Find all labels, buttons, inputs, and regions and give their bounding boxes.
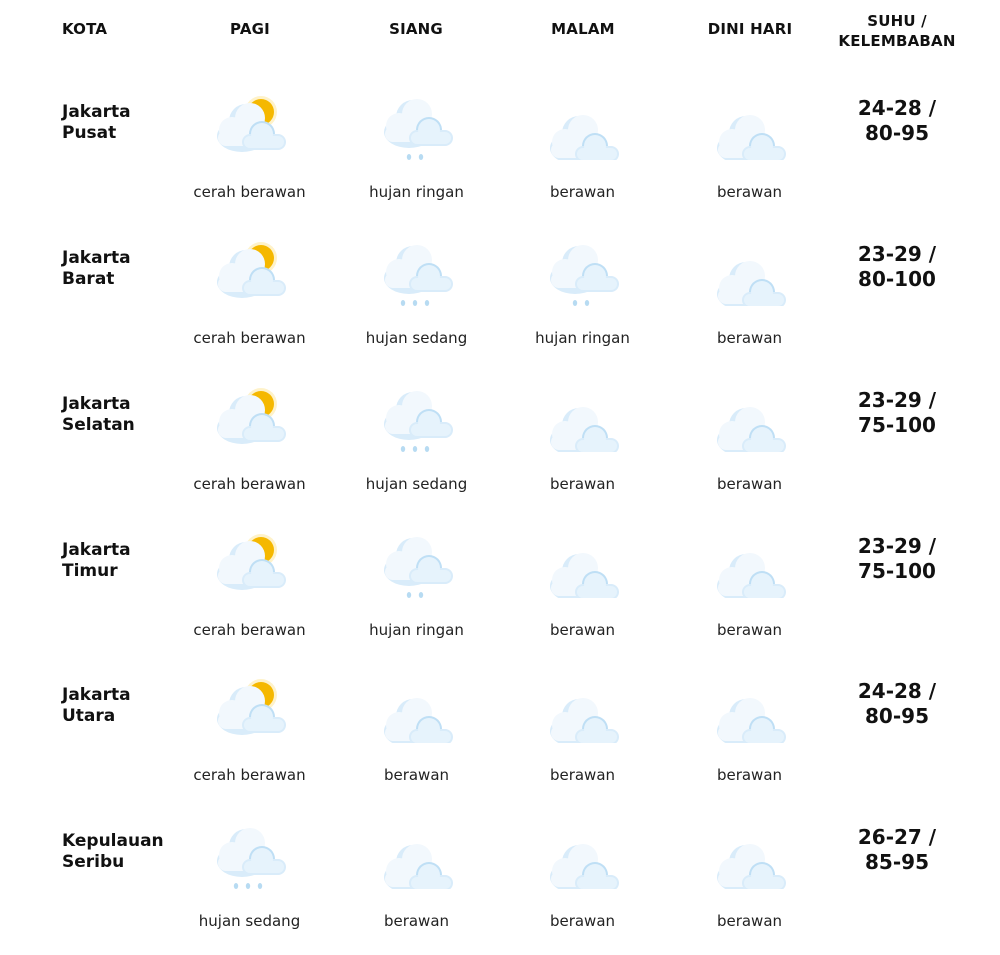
table-row — [0, 372, 1000, 518]
cloud-rain-light-icon — [373, 528, 459, 598]
header-siang: SIANG — [389, 20, 443, 38]
city-name-line2: Seribu — [62, 852, 125, 872]
forecast-cell-pagi — [166, 663, 333, 809]
forecast-cell-dini-hari — [666, 372, 833, 518]
forecast-cell-malam — [499, 80, 666, 226]
city-name-line2: Barat — [62, 269, 115, 289]
condition-label: berawan — [549, 912, 616, 930]
cloud-icon — [706, 528, 792, 598]
cloud-icon — [539, 382, 625, 452]
cloud-icon — [706, 819, 792, 889]
forecast-cell-malam — [499, 372, 666, 518]
city-name — [62, 102, 182, 144]
city-name — [62, 394, 182, 436]
cloud-rain-moderate-icon — [206, 819, 292, 889]
cloud-icon — [373, 819, 459, 889]
cloud-icon — [706, 382, 792, 452]
forecast-cell-malam — [499, 226, 666, 372]
forecast-cell-siang — [333, 663, 500, 809]
cloud-rain-moderate-icon — [373, 236, 459, 306]
humidity-range: 80-95 — [865, 704, 929, 728]
condition-label: berawan — [549, 183, 616, 201]
table-row — [0, 809, 1000, 955]
cloud-icon — [373, 673, 459, 743]
forecast-cell-siang — [333, 226, 500, 372]
table-row — [0, 226, 1000, 372]
header-pagi: PAGI — [230, 20, 270, 38]
sun-cloud-icon — [206, 236, 292, 306]
temperature-range: 23-29 / — [857, 242, 937, 266]
condition-label: hujan sedang — [365, 329, 468, 347]
condition-label: cerah berawan — [193, 183, 306, 201]
temperature-range: 26-27 / — [857, 825, 937, 849]
forecast-cell-siang — [333, 372, 500, 518]
condition-label: cerah berawan — [193, 329, 306, 347]
humidity-range: 80-95 — [865, 121, 929, 145]
table-row — [0, 663, 1000, 809]
forecast-cell-siang — [333, 518, 500, 664]
city-name-line1: Jakarta — [62, 685, 131, 705]
condition-label: berawan — [383, 766, 450, 784]
city-name-line1: Jakarta — [62, 248, 131, 268]
city-name-line2: Selatan — [62, 415, 135, 435]
sun-cloud-icon — [206, 528, 292, 598]
city-name — [62, 685, 182, 727]
humidity-range: 80-100 — [858, 267, 936, 291]
condition-label: berawan — [716, 183, 783, 201]
header-kelembaban: KELEMBABAN — [838, 32, 956, 50]
temperature-range: 24-28 / — [857, 679, 937, 703]
table-row — [0, 518, 1000, 664]
cloud-icon — [539, 673, 625, 743]
header-suhu-kelembaban — [822, 11, 972, 51]
city-name-line1: Jakarta — [62, 540, 131, 560]
condition-label: berawan — [716, 475, 783, 493]
sun-cloud-icon — [206, 673, 292, 743]
condition-label: cerah berawan — [193, 475, 306, 493]
condition-label: cerah berawan — [193, 621, 306, 639]
cloud-icon — [706, 673, 792, 743]
forecast-cell-dini-hari — [666, 518, 833, 664]
temperature-humidity — [836, 96, 958, 146]
forecast-cell-dini-hari — [666, 663, 833, 809]
header-kota: KOTA — [62, 20, 108, 38]
forecast-cell-pagi — [166, 518, 333, 664]
forecast-cell-siang — [333, 80, 500, 226]
table-header — [0, 0, 1000, 70]
forecast-cell-pagi — [166, 809, 333, 955]
city-name — [62, 831, 182, 873]
sun-cloud-icon — [206, 90, 292, 160]
condition-label: berawan — [716, 766, 783, 784]
city-name-line2: Pusat — [62, 123, 117, 143]
city-name-line2: Timur — [62, 561, 118, 581]
header-malam: MALAM — [551, 20, 615, 38]
condition-label: hujan ringan — [369, 183, 464, 201]
forecast-cell-dini-hari — [666, 809, 833, 955]
temperature-range: 23-29 / — [857, 534, 937, 558]
forecast-cell-pagi — [166, 372, 333, 518]
condition-label: berawan — [716, 329, 783, 347]
temperature-humidity — [836, 534, 958, 584]
header-suhu: SUHU / — [867, 12, 927, 30]
cloud-icon — [706, 90, 792, 160]
forecast-cell-malam — [499, 809, 666, 955]
forecast-cell-pagi — [166, 226, 333, 372]
temperature-humidity — [836, 242, 958, 292]
condition-label: hujan ringan — [369, 621, 464, 639]
humidity-range: 85-95 — [865, 850, 929, 874]
sun-cloud-icon — [206, 382, 292, 452]
cloud-rain-light-icon — [373, 90, 459, 160]
cloud-rain-moderate-icon — [373, 382, 459, 452]
forecast-cell-malam — [499, 663, 666, 809]
forecast-cell-siang — [333, 809, 500, 955]
condition-label: hujan ringan — [535, 329, 630, 347]
forecast-cell-dini-hari — [666, 80, 833, 226]
condition-label: hujan sedang — [365, 475, 468, 493]
city-name-line1: Kepulauan — [62, 831, 164, 851]
temperature-humidity — [836, 825, 958, 875]
temperature-range: 24-28 / — [857, 96, 937, 120]
cloud-icon — [539, 819, 625, 889]
temperature-humidity — [836, 679, 958, 729]
header-dini-hari: DINI HARI — [707, 20, 793, 38]
cloud-icon — [539, 528, 625, 598]
condition-label: berawan — [716, 621, 783, 639]
table-row — [0, 80, 1000, 226]
condition-label: berawan — [549, 475, 616, 493]
city-name-line2: Utara — [62, 706, 116, 726]
temperature-range: 23-29 / — [857, 388, 937, 412]
humidity-range: 75-100 — [858, 559, 936, 583]
city-name — [62, 540, 182, 582]
city-name-line1: Jakarta — [62, 102, 131, 122]
cloud-rain-light-icon — [539, 236, 625, 306]
condition-label: berawan — [549, 766, 616, 784]
condition-label: berawan — [716, 912, 783, 930]
city-name — [62, 248, 182, 290]
forecast-cell-dini-hari — [666, 226, 833, 372]
condition-label: berawan — [383, 912, 450, 930]
condition-label: cerah berawan — [193, 766, 306, 784]
city-name-line1: Jakarta — [62, 394, 131, 414]
humidity-range: 75-100 — [858, 413, 936, 437]
cloud-icon — [706, 236, 792, 306]
condition-label: berawan — [549, 621, 616, 639]
temperature-humidity — [836, 388, 958, 438]
cloud-icon — [539, 90, 625, 160]
condition-label: hujan sedang — [198, 912, 301, 930]
forecast-cell-pagi — [166, 80, 333, 226]
forecast-cell-malam — [499, 518, 666, 664]
